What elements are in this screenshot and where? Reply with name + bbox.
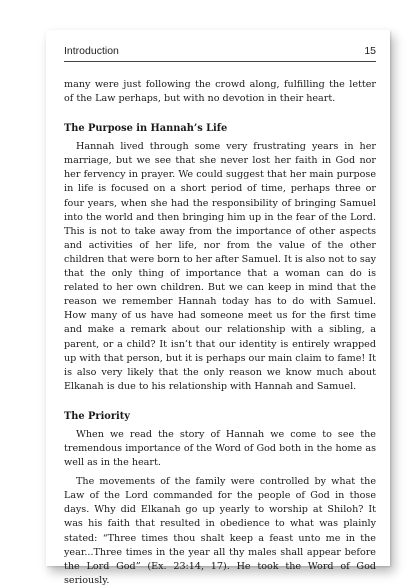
chapter-title: Introduction: [64, 45, 119, 57]
section-heading-purpose: The Purpose in Hannah’s Life: [64, 123, 228, 135]
body-paragraph: When we read the story of Hannah we come to see the tremendous importance of the Word of God both in the home as well as in the heart.: [64, 428, 376, 469]
body-text: [64, 78, 376, 588]
spacer: [64, 394, 376, 410]
section-heading-priority: The Priority: [64, 410, 130, 422]
body-paragraph: The movements of the family were controlled by what the Law of the Lord commanded for the people of God in those days. Why did Elkanah go up yearly to worship at Shiloh? It was his faith that resulted in obedience to what was plainly stated: “Three times thou shalt keep a feast unto me in the year...Three times in the year all thy males shall appear before the Lord God” (Ex. 23:14, 17). He took the Word of God seriously.: [64, 476, 376, 586]
page-number: 15: [364, 45, 376, 57]
continued-paragraph: many were just following the crowd along, fulfilling the letter of the Law perhaps, but with no devotion in their heart.: [64, 79, 376, 105]
spacer: [64, 106, 376, 122]
running-header: [64, 43, 376, 62]
book-page: [46, 30, 390, 586]
body-paragraph: Hannah lived through some very frustrating years in her marriage, but we see that she never lost her faith in God nor her fervency in prayer. We could suggest that her main purpose in life is focused on a short period of time, perhaps three or four years, when she had the responsibility of bringing Samuel into the world and then bringing him up in the fear of the Lord. This is not to take away from the importance of other aspects and activities of her life, nor from the value of the other children that were born to her after Samuel. It is also not to say that the only thing of importance that a woman can do is related to her own children. But we can keep in mind that the reason we remember Hannah today has to do with Samuel. How many of us have had someone meet us for the first time and make a remark about our relationship with a sibling, a parent, or a child? It isn’t that our identity is entirely wrapped up with that person, but it is perhaps our main claim to fame! It is also very likely that the only reason we know much about Elkanah is due to his relationship with Hannah and Samuel.: [64, 141, 376, 392]
